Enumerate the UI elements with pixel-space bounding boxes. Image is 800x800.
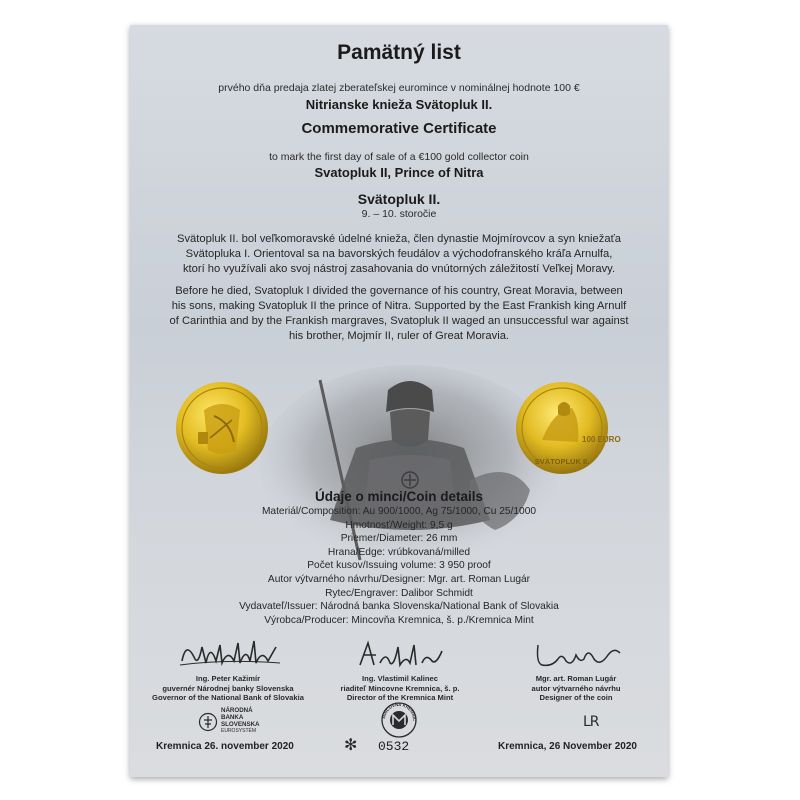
- designer-mark: LR: [583, 714, 599, 730]
- place-date-sk: Kremnica 26. november 2020: [156, 741, 294, 752]
- certificate-title: Pamätný list: [337, 41, 461, 64]
- signature-kazimir: [176, 633, 286, 673]
- paragraph-sk: [130, 232, 668, 277]
- century: 9. – 10. storočie: [361, 208, 437, 220]
- signatory-role-en: Director of the Kremnica Mint: [346, 693, 454, 702]
- detail-line: Výrobca/Producer: Mincovňa Kremnica, š. p./Kremnica Mint: [264, 614, 534, 626]
- signatory-role-sk: riaditeľ Mincovne Kremnica, š. p.: [340, 683, 460, 693]
- nbs-logo-line: SLOVENSKA: [221, 720, 260, 728]
- paragraph-line: ktorí ho využívali ako svoj nástroj zasahovania do vnútorných záležitostí Veľkej Moravy.: [182, 263, 616, 275]
- coin-name-en: Svatopluk II, Prince of Nitra: [314, 165, 484, 180]
- signatory-kazimir: [138, 674, 318, 703]
- signatory-name: Ing. Peter Kažimír: [195, 674, 261, 683]
- signatory-lugar: [486, 674, 666, 703]
- signatory-name: Mgr. art. Roman Lugár: [535, 674, 617, 683]
- details-heading: Údaje o minci/Coin details: [314, 489, 484, 504]
- nbs-logo-line: EUROSYSTÉM: [221, 728, 257, 735]
- certificate-sheet: [130, 25, 668, 777]
- signatory-role-sk: guvernér Národnej banky Slovenska: [162, 683, 294, 693]
- nbs-emblem-icon: [198, 712, 218, 732]
- subtitle-en: to mark the first day of sale of a €100 gold collector coin: [269, 151, 529, 163]
- detail-line: Materiál/Composition: Au 900/1000, Ag 75/1000, Cu 25/1000: [261, 506, 537, 517]
- signature-lugar: [528, 637, 628, 673]
- signatory-role-sk: autor výtvarného návrhu: [531, 683, 621, 693]
- details-list: [130, 505, 668, 627]
- detail-line: Rytec/Engraver: Dalibor Schmidt: [325, 587, 473, 599]
- signatory-role-en: Governor of the National Bank of Slovakia: [152, 693, 304, 702]
- paragraph-line: his brother, Mojmír II, ruler of Great Moravia.: [288, 330, 510, 342]
- paragraph-en: [130, 284, 668, 344]
- signature-kalinec: [352, 637, 452, 673]
- coin-reverse: [514, 380, 621, 476]
- detail-line: Hmotnosť/Weight: 9,5 g: [345, 519, 453, 531]
- paragraph-line: Svätopluka I. Orientoval sa na bavorských feudálov a východofranského kráľa Arnulfa,: [185, 248, 613, 260]
- certificate-title-en: Commemorative Certificate: [301, 120, 497, 137]
- figure-name: Svätopluk II.: [357, 191, 441, 207]
- nbs-logo-line: BANKA: [221, 713, 244, 721]
- nbs-logo: [198, 708, 260, 735]
- mint-logo-text: MINCOVŇA KREMNIC: [381, 701, 418, 722]
- signatory-name: Ing. Vlastimil Kalinec: [362, 674, 438, 683]
- kremnica-mint-logo: [380, 701, 418, 739]
- coin-name-sk: Nitrianske knieža Svätopluk II.: [305, 97, 493, 112]
- serial-number: 0532: [378, 739, 410, 754]
- signatory-kalinec: [310, 674, 490, 703]
- detail-line: Autor výtvarného návrhu/Designer: Mgr. art. Roman Lugár: [267, 573, 531, 585]
- subtitle-sk: prvého dňa predaja zlatej zberateľskej euromince v nominálnej hodnote 100 €: [218, 82, 580, 94]
- paragraph-line: Svätopluk II. bol veľkomoravské údelné knieža, člen dynastie Mojmírovcov a syn kniežaťa: [177, 233, 621, 245]
- detail-line: Hrana/Edge: vrúbkovaná/milled: [327, 546, 471, 558]
- snowflake-icon: ✻: [344, 737, 358, 754]
- detail-line: Počet kusov/Issuing volume: 3 950 proof: [307, 560, 491, 572]
- coin-obverse: [174, 380, 270, 476]
- detail-line: Priemer/Diameter: 26 mm: [340, 533, 458, 545]
- place-date-en: Kremnica, 26 November 2020: [498, 741, 637, 752]
- signatory-role-en: Designer of the coin: [539, 693, 613, 702]
- paragraph-line: of Carinthia and by the Frankish margraves, Svatopluk II waged an unsuccessful war against: [169, 315, 629, 327]
- nbs-logo-line: NÁRODNÁ: [221, 707, 253, 714]
- paragraph-line: Before he died, Svatopluk I divided the governance of his country, Great Moravia, between: [175, 285, 623, 297]
- coin-text: SVÄTOPLUK II.: [534, 457, 590, 466]
- paragraph-line: his sons, making Svatopluk II the prince of Nitra. Supported by the East Frankish king Arnulf: [171, 300, 627, 312]
- detail-line: Vydavateľ/Issuer: Národná banka Slovenska/National Bank of Slovakia: [239, 601, 559, 613]
- coin-value: 100 EURO: [582, 435, 621, 444]
